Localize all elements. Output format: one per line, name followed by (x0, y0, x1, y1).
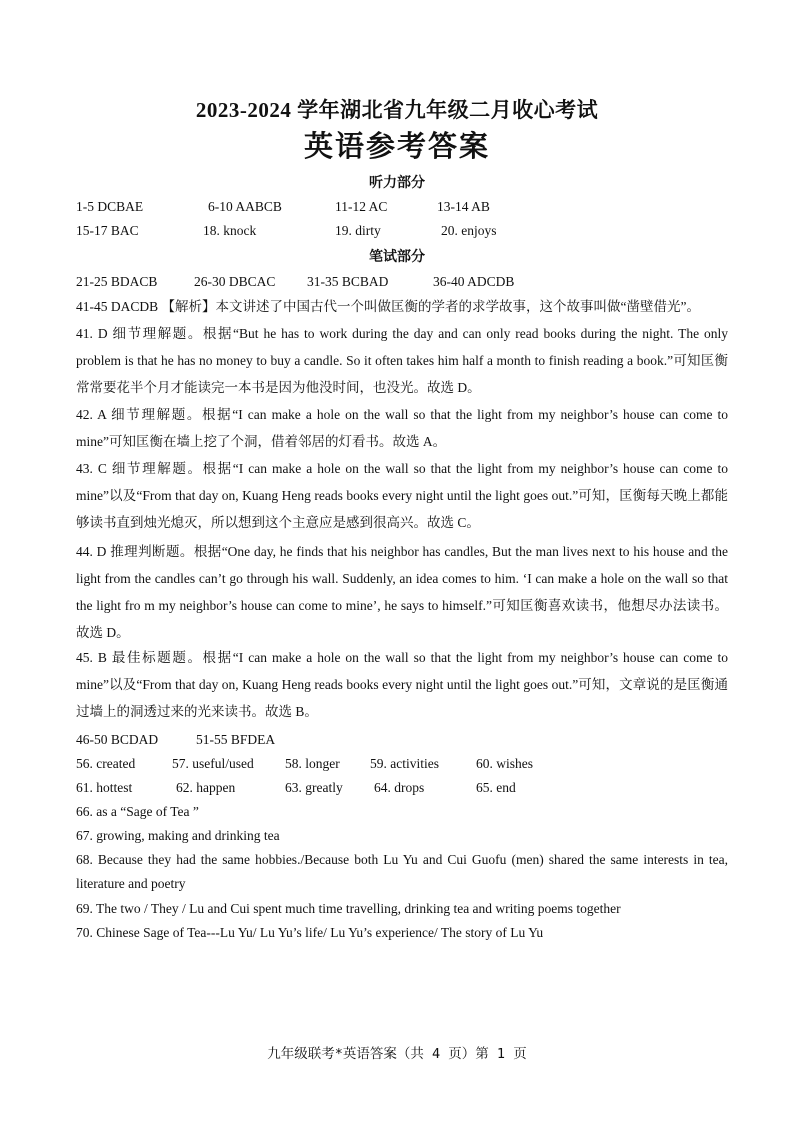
answer-44-explanation: 44. D 推理判断题。根据“One day, he finds that his neighbor has candles, But the man lives next to his house and the light from the candles can’t go through his wall. Suddenly, an idea comes to him. ‘I can make a hole on the wall so that the light fro m my neighbor’s house can come to mine’, he says to himself.”可知匡衡喜欢读书，他想尽办法读书。故选 D。 (76, 544, 728, 640)
answer-56: 56. created (76, 756, 136, 771)
answer-65: 65. end (476, 780, 516, 795)
answer-70: 70. Chinese Sage of Tea---Lu Yu/ Lu Yu’s life/ Lu Yu’s experience/ The story of Lu Yu (76, 925, 544, 940)
listening-answer-6-10: 6-10 AABCB (208, 199, 282, 214)
answer-36-40: 36-40 ADCDB (433, 274, 515, 289)
answer-64: 64. drops (374, 780, 425, 795)
listening-answer-15-17: 15-17 BAC (76, 223, 139, 238)
answer-58: 58. longer (285, 756, 340, 771)
answer-67: 67. growing, making and drinking tea (76, 828, 280, 843)
answer-61: 61. hottest (76, 780, 133, 795)
answer-42-explanation: 42. A 细节理解题。根据“I can make a hole on the wall so that the light from my neighbor’s house can come to mine”可知匡衡在墙上挖了个洞，借着邻居的灯看书。故选 A。 (76, 407, 728, 449)
listening-answer-13-14: 13-14 AB (437, 199, 490, 214)
answer-68: 68. Because they had the same hobbies./Because both Lu Yu and Cui Guofu (men) shared the same interests in tea, literature and poetry (76, 852, 728, 891)
answer-60: 60. wishes (476, 756, 533, 771)
writing-section-heading: 笔试部分 (369, 250, 425, 265)
answer-21-25: 21-25 BDACB (76, 274, 158, 289)
listening-section-heading: 听力部分 (369, 176, 425, 191)
listening-answer-11-12: 11-12 AC (335, 199, 388, 214)
answer-57: 57. useful/used (172, 756, 254, 771)
listening-answer-1-5: 1-5 DCBAE (76, 199, 144, 214)
answer-51-55: 51-55 BFDEA (196, 732, 276, 747)
answer-41-explanation: 41. D 细节理解题。根据“But he has to work during the day and can only read books during the night. The only problem is that he has no money to buy a candle. So it often takes him half a month to finish reading a book.”可知匡衡常常要花半个月才能读完一本书是因为他没时间，也没光。故选 D。 (76, 326, 728, 395)
answer-key-title: 英语参考答案 (303, 131, 490, 163)
answer-26-30: 26-30 DBCAC (194, 274, 276, 289)
answer-41-45-summary: 41-45 DACDB 【解析】本文讲述了中国古代一个叫做匡衡的学者的求学故事，这个故事叫做“凿壁借光”。 (76, 299, 700, 314)
answer-43-explanation: 43. C 细节理解题。根据“I can make a hole on the wall so that the light from my neighbor’s house can come to mine”以及“From that day on, Kuang Heng reads books every night until the light goes out.”可知，匡衡每天晚上都能够读书直到烛光熄灭，所以想到这个主意应是感到很高兴。故选 C。 (76, 461, 728, 530)
listening-answer-19: 19. dirty (335, 223, 381, 238)
listening-answer-18: 18. knock (203, 223, 257, 238)
answer-62: 62. happen (176, 780, 236, 795)
exam-title: 2023-2024 学年湖北省九年级二月收心考试 (195, 98, 599, 122)
listening-answer-20: 20. enjoys (441, 223, 497, 238)
answer-59: 59. activities (370, 756, 439, 771)
answer-46-50: 46-50 BCDAD (76, 732, 159, 747)
answer-66: 66. as a “Sage of Tea ” (76, 804, 199, 819)
answer-69: 69. The two / They / Lu and Cui spent much time travelling, drinking tea and writing poems together (76, 901, 621, 916)
page-footer: 九年级联考*英语答案（共 4 页）第 1 页 (267, 1046, 527, 1062)
answer-45-explanation: 45. B 最佳标题题。根据“I can make a hole on the wall so that the light from my neighbor’s house can come to mine”以及“From that day on, Kuang Heng reads books every night until the light goes out.”可知，文章说的是匡衡通过墙上的洞透过来的光来读书。故选 B。 (76, 650, 728, 719)
answer-31-35: 31-35 BCBAD (307, 274, 389, 289)
answer-63: 63. greatly (285, 780, 343, 795)
